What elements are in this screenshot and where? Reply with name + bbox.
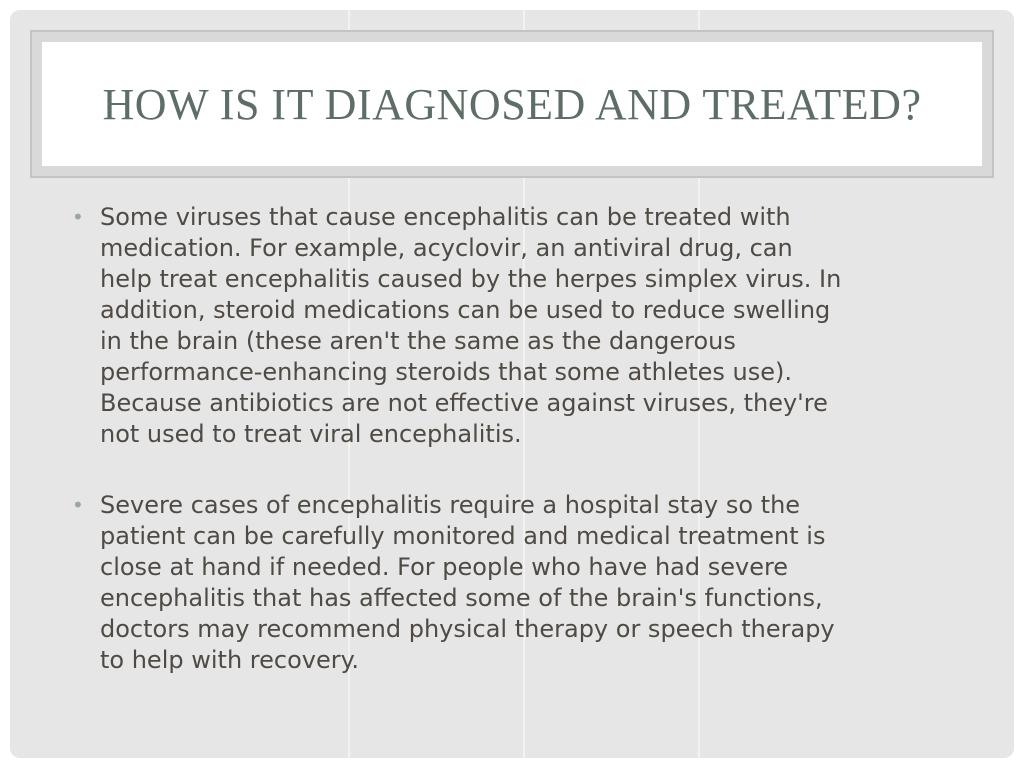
bullet-line: doctors may recommend physical therapy or speech therapy (100, 615, 835, 643)
bullet-item (72, 202, 972, 450)
bullet-list (72, 202, 972, 716)
bullet-icon: • (72, 493, 84, 517)
bullet-icon: • (72, 205, 84, 229)
bullet-item (72, 490, 972, 676)
title-box (42, 42, 982, 166)
bullet-line: patient can be carefully monitored and medical treatment is (100, 522, 826, 550)
bullet-line: addition, steroid medications can be used to reduce swelling (100, 296, 831, 324)
bullet-line: medication. For example, acyclovir, an antiviral drug, can (100, 234, 793, 262)
bullet-line: encephalitis that has affected some of the brain's functions, (100, 584, 823, 612)
slide (10, 10, 1014, 758)
bullet-line: performance-enhancing steroids that some athletes use). (100, 358, 793, 386)
bullet-line: Severe cases of encephalitis require a hospital stay so the (100, 491, 801, 519)
bullet-line: Some viruses that cause encephalitis can be treated with (100, 203, 791, 231)
bullet-line: not used to treat viral encephalitis. (100, 420, 522, 448)
slide-title: HOW IS IT DIAGNOSED AND TREATED? (102, 79, 922, 129)
bullet-line: in the brain (these aren't the same as the dangerous (100, 327, 736, 355)
bullet-line: to help with recovery. (100, 646, 360, 674)
bullet-line: close at hand if needed. For people who have had severe (100, 553, 789, 581)
title-frame (30, 30, 994, 178)
bullet-line: help treat encephalitis caused by the herpes simplex virus. In (100, 265, 842, 293)
bullet-line: Because antibiotics are not effective against viruses, they're (100, 389, 828, 417)
